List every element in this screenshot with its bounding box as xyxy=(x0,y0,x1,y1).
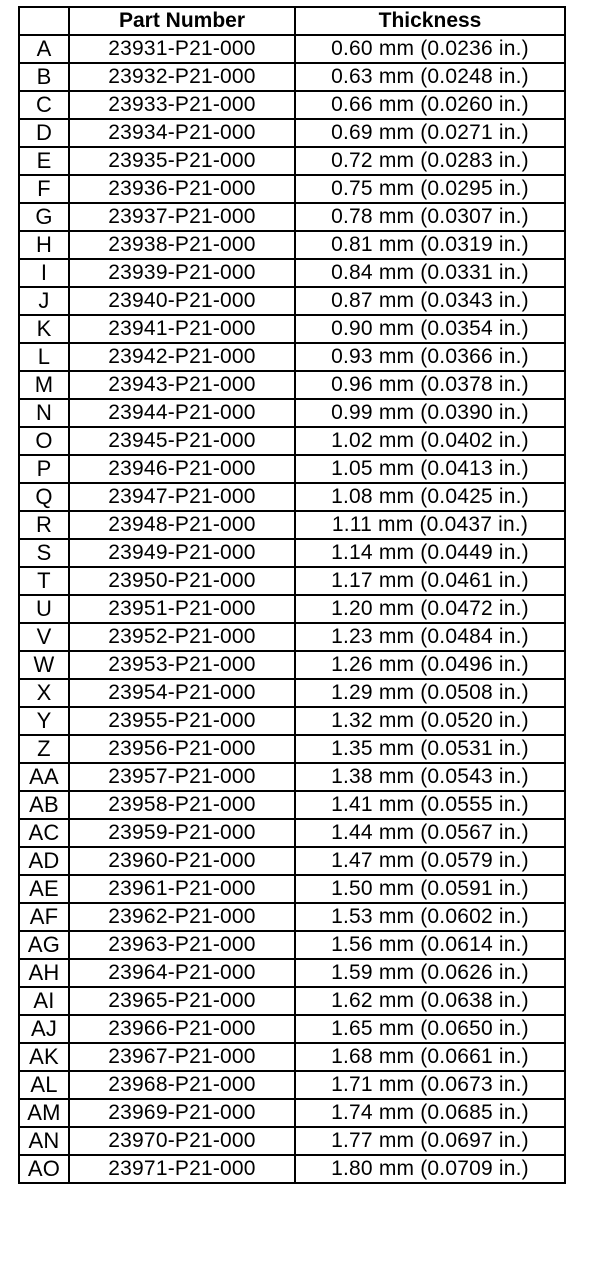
table-row xyxy=(19,763,565,791)
code-cell: AM xyxy=(19,1099,69,1127)
thickness-cell: 1.53 mm (0.0602 in.) xyxy=(295,903,565,931)
code-cell: U xyxy=(19,595,69,623)
code-cell: R xyxy=(19,511,69,539)
thickness-cell: 1.44 mm (0.0567 in.) xyxy=(295,819,565,847)
code-cell: L xyxy=(19,343,69,371)
table-row xyxy=(19,231,565,259)
code-cell: O xyxy=(19,427,69,455)
table-row xyxy=(19,203,565,231)
header-thickness: Thickness xyxy=(295,7,565,35)
part-number-cell: 23936-P21-000 xyxy=(69,175,295,203)
thickness-cell: 1.47 mm (0.0579 in.) xyxy=(295,847,565,875)
table-row xyxy=(19,1127,565,1155)
thickness-cell: 1.56 mm (0.0614 in.) xyxy=(295,931,565,959)
part-number-cell: 23959-P21-000 xyxy=(69,819,295,847)
part-number-cell: 23953-P21-000 xyxy=(69,651,295,679)
thickness-cell: 0.99 mm (0.0390 in.) xyxy=(295,399,565,427)
thickness-cell: 1.17 mm (0.0461 in.) xyxy=(295,567,565,595)
table-row xyxy=(19,511,565,539)
part-number-cell: 23956-P21-000 xyxy=(69,735,295,763)
code-cell: C xyxy=(19,91,69,119)
part-number-cell: 23941-P21-000 xyxy=(69,315,295,343)
part-number-cell: 23945-P21-000 xyxy=(69,427,295,455)
part-number-cell: 23961-P21-000 xyxy=(69,875,295,903)
code-cell: AE xyxy=(19,875,69,903)
part-number-cell: 23934-P21-000 xyxy=(69,119,295,147)
table-row xyxy=(19,343,565,371)
thickness-cell: 0.63 mm (0.0248 in.) xyxy=(295,63,565,91)
part-number-cell: 23931-P21-000 xyxy=(69,35,295,63)
part-number-cell: 23963-P21-000 xyxy=(69,931,295,959)
code-cell: A xyxy=(19,35,69,63)
table-row xyxy=(19,623,565,651)
thickness-cell: 0.78 mm (0.0307 in.) xyxy=(295,203,565,231)
table-row xyxy=(19,119,565,147)
table-row xyxy=(19,539,565,567)
part-number-cell: 23970-P21-000 xyxy=(69,1127,295,1155)
code-cell: AD xyxy=(19,847,69,875)
table-row xyxy=(19,1155,565,1183)
part-number-cell: 23949-P21-000 xyxy=(69,539,295,567)
thickness-cell: 1.71 mm (0.0673 in.) xyxy=(295,1071,565,1099)
thickness-cell: 1.77 mm (0.0697 in.) xyxy=(295,1127,565,1155)
code-cell: AN xyxy=(19,1127,69,1155)
thickness-cell: 1.62 mm (0.0638 in.) xyxy=(295,987,565,1015)
table-row xyxy=(19,1071,565,1099)
header-row xyxy=(19,7,565,35)
part-number-cell: 23938-P21-000 xyxy=(69,231,295,259)
table-row xyxy=(19,1043,565,1071)
code-cell: AA xyxy=(19,763,69,791)
table-row xyxy=(19,707,565,735)
thickness-cell: 1.02 mm (0.0402 in.) xyxy=(295,427,565,455)
thickness-cell: 1.59 mm (0.0626 in.) xyxy=(295,959,565,987)
table-row xyxy=(19,147,565,175)
code-cell: H xyxy=(19,231,69,259)
code-cell: P xyxy=(19,455,69,483)
code-cell: G xyxy=(19,203,69,231)
code-cell: AG xyxy=(19,931,69,959)
table-header xyxy=(19,7,565,35)
thickness-cell: 0.75 mm (0.0295 in.) xyxy=(295,175,565,203)
part-number-cell: 23935-P21-000 xyxy=(69,147,295,175)
table-row xyxy=(19,91,565,119)
thickness-cell: 0.93 mm (0.0366 in.) xyxy=(295,343,565,371)
thickness-cell: 1.11 mm (0.0437 in.) xyxy=(295,511,565,539)
part-number-cell: 23937-P21-000 xyxy=(69,203,295,231)
thickness-cell: 0.87 mm (0.0343 in.) xyxy=(295,287,565,315)
table-row xyxy=(19,819,565,847)
thickness-cell: 1.14 mm (0.0449 in.) xyxy=(295,539,565,567)
code-cell: AH xyxy=(19,959,69,987)
thickness-cell: 1.50 mm (0.0591 in.) xyxy=(295,875,565,903)
part-number-cell: 23947-P21-000 xyxy=(69,483,295,511)
part-number-cell: 23942-P21-000 xyxy=(69,343,295,371)
header-code xyxy=(19,7,69,35)
code-cell: K xyxy=(19,315,69,343)
code-cell: N xyxy=(19,399,69,427)
table-body xyxy=(19,35,565,1183)
thickness-cell: 1.29 mm (0.0508 in.) xyxy=(295,679,565,707)
part-number-cell: 23965-P21-000 xyxy=(69,987,295,1015)
table-row xyxy=(19,959,565,987)
part-number-cell: 23943-P21-000 xyxy=(69,371,295,399)
thickness-cell: 1.20 mm (0.0472 in.) xyxy=(295,595,565,623)
table-row xyxy=(19,903,565,931)
part-number-cell: 23969-P21-000 xyxy=(69,1099,295,1127)
code-cell: Z xyxy=(19,735,69,763)
code-cell: J xyxy=(19,287,69,315)
table-row xyxy=(19,651,565,679)
code-cell: AK xyxy=(19,1043,69,1071)
code-cell: AB xyxy=(19,791,69,819)
thickness-cell: 0.90 mm (0.0354 in.) xyxy=(295,315,565,343)
code-cell: B xyxy=(19,63,69,91)
thickness-cell: 0.72 mm (0.0283 in.) xyxy=(295,147,565,175)
code-cell: D xyxy=(19,119,69,147)
thickness-cell: 1.08 mm (0.0425 in.) xyxy=(295,483,565,511)
code-cell: AF xyxy=(19,903,69,931)
part-number-cell: 23960-P21-000 xyxy=(69,847,295,875)
thickness-cell: 0.66 mm (0.0260 in.) xyxy=(295,91,565,119)
part-number-cell: 23964-P21-000 xyxy=(69,959,295,987)
code-cell: F xyxy=(19,175,69,203)
code-cell: AC xyxy=(19,819,69,847)
thickness-cell: 0.84 mm (0.0331 in.) xyxy=(295,259,565,287)
table-row xyxy=(19,567,565,595)
part-number-cell: 23971-P21-000 xyxy=(69,1155,295,1183)
part-number-cell: 23944-P21-000 xyxy=(69,399,295,427)
table-row xyxy=(19,1099,565,1127)
table-row xyxy=(19,847,565,875)
code-cell: AI xyxy=(19,987,69,1015)
table-row xyxy=(19,259,565,287)
thickness-cell: 1.05 mm (0.0413 in.) xyxy=(295,455,565,483)
part-number-cell: 23939-P21-000 xyxy=(69,259,295,287)
thickness-cell: 1.65 mm (0.0650 in.) xyxy=(295,1015,565,1043)
thickness-cell: 1.80 mm (0.0709 in.) xyxy=(295,1155,565,1183)
code-cell: M xyxy=(19,371,69,399)
code-cell: AO xyxy=(19,1155,69,1183)
thickness-cell: 1.26 mm (0.0496 in.) xyxy=(295,651,565,679)
part-number-cell: 23967-P21-000 xyxy=(69,1043,295,1071)
part-number-cell: 23948-P21-000 xyxy=(69,511,295,539)
shim-parts-table xyxy=(18,6,566,1184)
thickness-cell: 1.35 mm (0.0531 in.) xyxy=(295,735,565,763)
part-number-cell: 23940-P21-000 xyxy=(69,287,295,315)
part-number-cell: 23951-P21-000 xyxy=(69,595,295,623)
table-row xyxy=(19,735,565,763)
part-number-cell: 23962-P21-000 xyxy=(69,903,295,931)
table-row xyxy=(19,175,565,203)
part-number-cell: 23950-P21-000 xyxy=(69,567,295,595)
part-number-cell: 23966-P21-000 xyxy=(69,1015,295,1043)
table-row xyxy=(19,455,565,483)
table-row xyxy=(19,987,565,1015)
table-row xyxy=(19,595,565,623)
code-cell: Q xyxy=(19,483,69,511)
thickness-cell: 0.81 mm (0.0319 in.) xyxy=(295,231,565,259)
part-number-cell: 23954-P21-000 xyxy=(69,679,295,707)
thickness-cell: 1.68 mm (0.0661 in.) xyxy=(295,1043,565,1071)
part-number-cell: 23932-P21-000 xyxy=(69,63,295,91)
code-cell: AJ xyxy=(19,1015,69,1043)
thickness-cell: 0.96 mm (0.0378 in.) xyxy=(295,371,565,399)
header-part-number: Part Number xyxy=(69,7,295,35)
table-row xyxy=(19,371,565,399)
code-cell: Y xyxy=(19,707,69,735)
table-row xyxy=(19,931,565,959)
part-number-cell: 23952-P21-000 xyxy=(69,623,295,651)
table-row xyxy=(19,35,565,63)
part-number-cell: 23955-P21-000 xyxy=(69,707,295,735)
table-row xyxy=(19,791,565,819)
thickness-cell: 0.69 mm (0.0271 in.) xyxy=(295,119,565,147)
table-row xyxy=(19,399,565,427)
code-cell: X xyxy=(19,679,69,707)
code-cell: V xyxy=(19,623,69,651)
table-row xyxy=(19,427,565,455)
code-cell: I xyxy=(19,259,69,287)
thickness-cell: 1.32 mm (0.0520 in.) xyxy=(295,707,565,735)
part-number-cell: 23968-P21-000 xyxy=(69,1071,295,1099)
table-row xyxy=(19,875,565,903)
thickness-cell: 0.60 mm (0.0236 in.) xyxy=(295,35,565,63)
table-row xyxy=(19,483,565,511)
table-row xyxy=(19,315,565,343)
part-number-cell: 23958-P21-000 xyxy=(69,791,295,819)
part-number-cell: 23957-P21-000 xyxy=(69,763,295,791)
code-cell: E xyxy=(19,147,69,175)
code-cell: T xyxy=(19,567,69,595)
thickness-cell: 1.38 mm (0.0543 in.) xyxy=(295,763,565,791)
table-row xyxy=(19,287,565,315)
code-cell: S xyxy=(19,539,69,567)
code-cell: W xyxy=(19,651,69,679)
table-row xyxy=(19,1015,565,1043)
part-number-cell: 23946-P21-000 xyxy=(69,455,295,483)
table-row xyxy=(19,63,565,91)
thickness-cell: 1.74 mm (0.0685 in.) xyxy=(295,1099,565,1127)
part-number-cell: 23933-P21-000 xyxy=(69,91,295,119)
code-cell: AL xyxy=(19,1071,69,1099)
table-row xyxy=(19,679,565,707)
thickness-cell: 1.23 mm (0.0484 in.) xyxy=(295,623,565,651)
thickness-cell: 1.41 mm (0.0555 in.) xyxy=(295,791,565,819)
